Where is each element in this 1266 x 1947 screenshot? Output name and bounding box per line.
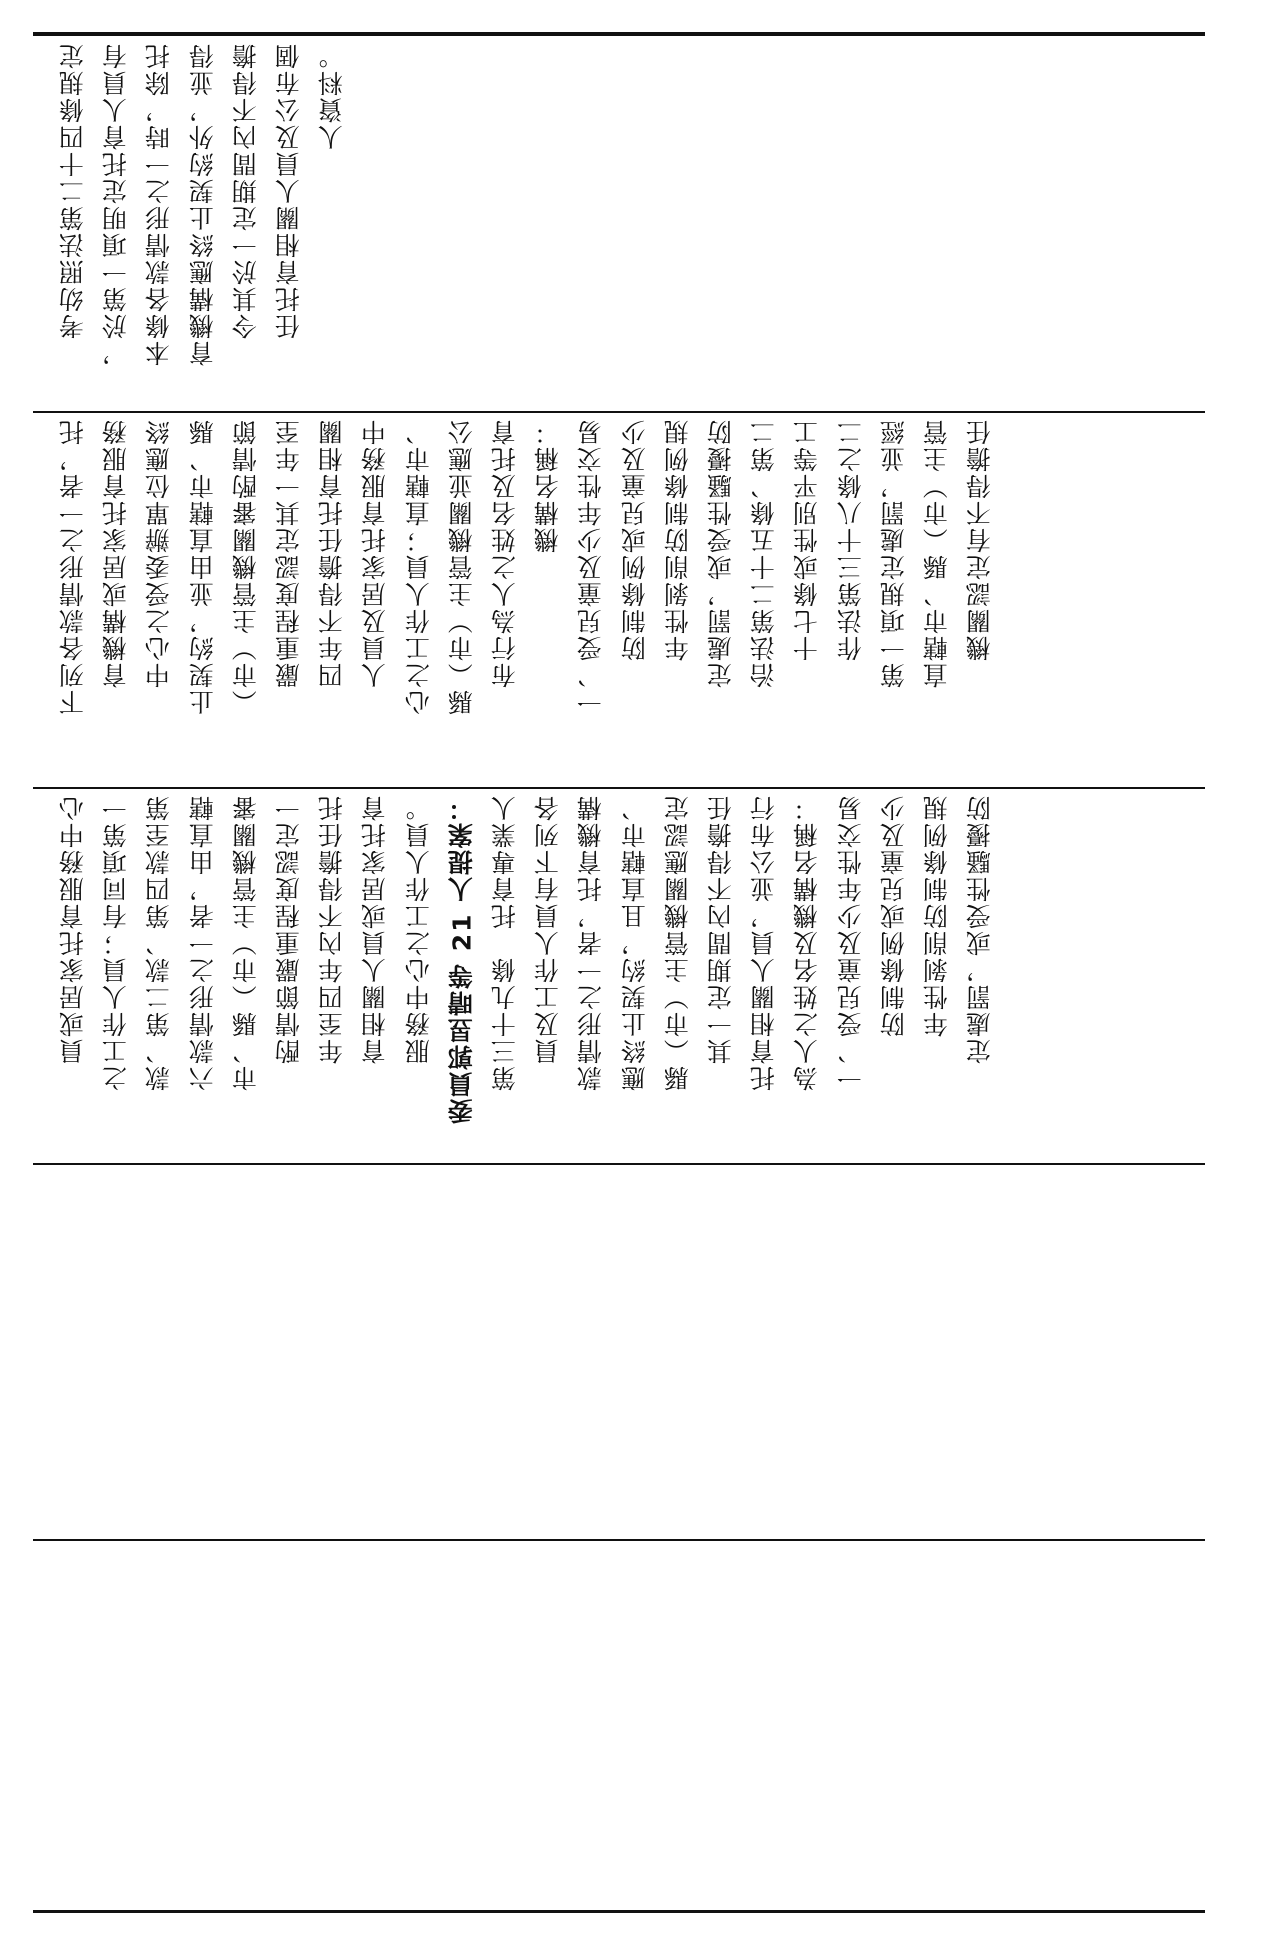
row-divider-4 [33, 1539, 1205, 1541]
text-line: 本條各款情形之一時，除托 [144, 42, 174, 366]
text-line: 育相關人員或居家托育 [360, 794, 390, 1064]
text-line: 一、受兒童及少年性交易 [576, 418, 606, 715]
row-divider-3 [33, 1163, 1205, 1165]
text-line: 中心之受委辦單位應終 [144, 418, 174, 688]
bottom-rule [33, 1910, 1205, 1913]
text-line: 應終止契約，且直轄市、 [619, 794, 649, 1091]
text-line: 嚴重程度認定其一年至 [274, 418, 304, 688]
text-line: 布行為人之姓名及托育 [490, 418, 520, 688]
text-line: 直轄市、縣（市）主管 [922, 418, 952, 688]
text-line: 四年不得擔任托育相關 [317, 418, 347, 688]
text-line: 年至四年內不得擔任托 [317, 794, 347, 1064]
text-line: 之工作人員；有同項第一 [101, 794, 131, 1091]
table-row-2 [33, 416, 1205, 784]
text-line: 款情形之一者，托育機構 [576, 794, 606, 1091]
text-line: 款、第二款、第四款至第 [144, 794, 174, 1091]
text-line: 其一定期間內不得擔任 [706, 794, 736, 1064]
text-line: 第三十九條 托育專業人 [490, 794, 520, 1091]
text-line: 防制條例或兒童及少 [879, 794, 909, 1037]
text-line: 心之工作人員；直轄市、 [403, 418, 433, 715]
text-line: （市）主管機關審酌情節 [231, 418, 261, 715]
table-row-1 [33, 40, 1205, 408]
text-line: 六款情形之一者，由直轄 [187, 794, 217, 1091]
proposal-heading: 委員郭昱晴等 21 人提案： [447, 794, 477, 1125]
text-line: 年性剝削防制條例規 [663, 418, 693, 661]
text-line: 定處罰，或受性騷擾防 [706, 418, 736, 688]
text-line: 定處罰，或受性騷擾防 [965, 794, 995, 1064]
text-line: 一、受兒童及少年性交易 [835, 794, 865, 1091]
table-row-4-empty [33, 1168, 1205, 1536]
text-line: 育機構應終止契約外，並得 [187, 42, 217, 366]
text-line: 第一項規定處罰，並經 [879, 418, 909, 688]
text-line: 市、縣（市）主管機關審 [231, 794, 261, 1091]
text-line: 育機構或居家托育服務 [101, 418, 131, 688]
text-line: 縣（市）主管機關並應公 [447, 418, 477, 715]
text-line: 機構名稱： [533, 418, 563, 553]
text-line: 為人之姓名及機構名稱： [792, 794, 822, 1091]
text-line: ，於第一項明定托育人員有 [101, 42, 131, 366]
text-line: 酌情節嚴重程度認定一 [274, 794, 304, 1064]
text-line: 治法第二十五條、第二 [749, 418, 779, 688]
text-line: 十七條或性別平等工 [792, 418, 822, 661]
text-line: 年性剝削防制條例規 [922, 794, 952, 1037]
row-divider-1 [33, 411, 1205, 413]
table-row-5-empty [33, 1544, 1205, 1908]
text-line: 防制條例或兒童及少 [619, 418, 649, 661]
text-line: 員及工作人員有下列各 [533, 794, 563, 1064]
text-line: 員或居家托育服務中心 [58, 794, 88, 1064]
table-row-3 [33, 792, 1205, 1160]
text-line: 服務中心之工作人員。 [403, 794, 433, 1064]
text-line: 下列各款情形之一者，托 [58, 418, 88, 715]
text-line: 任托育相關人員及公布個 [274, 42, 304, 339]
text-line: 縣（市）主管機關應認定 [663, 794, 693, 1091]
text-line: 人資料。 [317, 42, 347, 150]
top-rule [33, 32, 1205, 36]
row-divider-2 [33, 787, 1205, 789]
text-line: 機關認定有不得擔任 [965, 418, 995, 661]
text-line: 令其於一定期間內不得擔 [231, 42, 261, 339]
text-line: 托育相關人員，並公布行 [749, 794, 779, 1091]
text-line: 作法第三十八條之二 [835, 418, 865, 661]
text-line: 人員及居家托育服務中 [360, 418, 390, 688]
text-line: 止契約，並由直轄市、縣 [187, 418, 217, 715]
text-line: 考幼照法第二十四條規定 [58, 42, 88, 339]
